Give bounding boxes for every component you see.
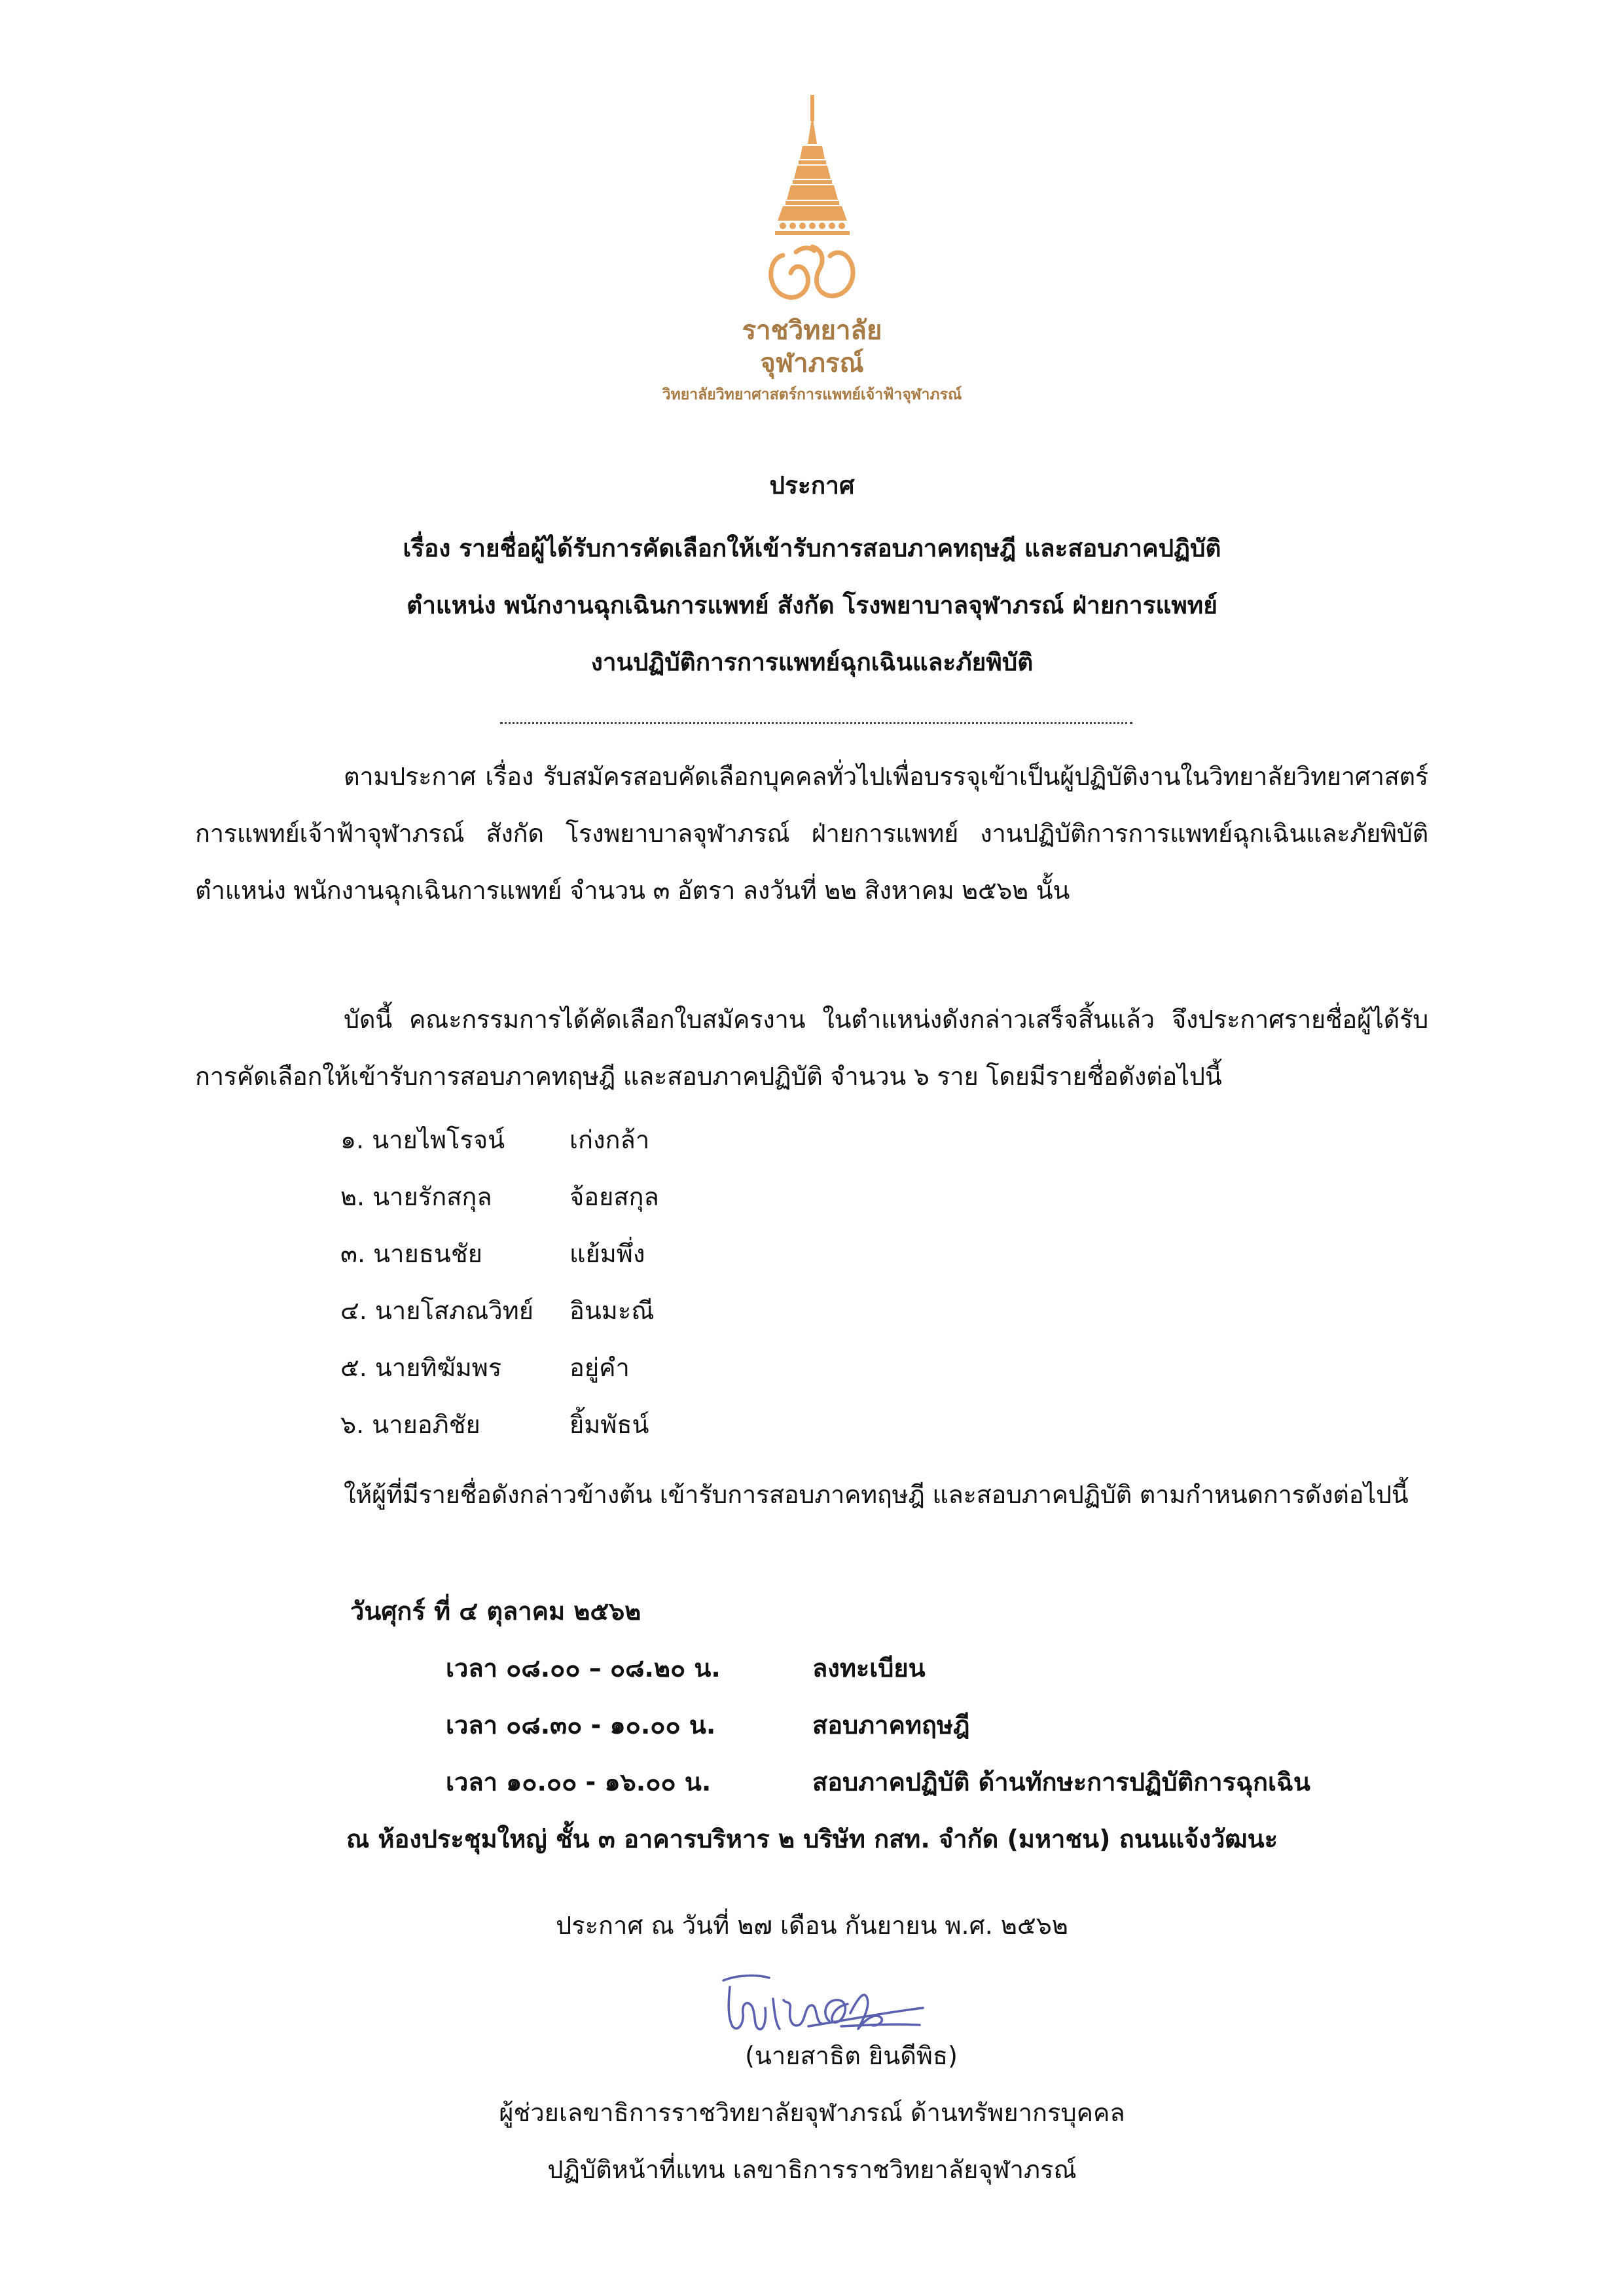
signer-position-line2: ปฏิบัติหน้าที่แทน เลขาธิการราชวิทยาลัยจุฬาภรณ์ [547,2155,1077,2184]
signer-position-line1: ผู้ช่วยเลขาธิการราชวิทยาลัยจุฬาภรณ์ ด้านทรัพยากรบุคคล [499,2098,1125,2127]
candidate-name: ๑. นายไพโรจน์ [340,1125,505,1154]
candidate-surname: ยิ้มพัธน์ [569,1410,649,1439]
schedule-row [446,1697,970,1754]
schedule-activity: สอบภาคปฏิบัติ ด้านทักษะการปฏิบัติการฉุกเฉิน [812,1768,1310,1796]
list-item [340,1226,659,1283]
candidate-name: ๕. นายทิฆัมพร [340,1353,502,1382]
list-item [340,1339,659,1396]
schedule-activity: สอบภาคทฤษฎี [812,1711,970,1740]
candidate-surname: อยู่คำ [569,1353,630,1382]
paragraph-2 [195,991,1428,1105]
candidate-name: ๓. นายธนชัย [340,1239,482,1268]
schedule-time: เวลา ๐๘.๓๐ - ๑๐.๐๐ น. [446,1711,716,1740]
signer-block [0,2028,1624,2198]
candidate-surname: อินมะณี [569,1296,655,1325]
list-item [340,1283,659,1339]
paragraph-3 [195,1467,1428,1523]
schedule-row [446,1640,926,1697]
announcement-date: ประกาศ ณ วันที่ ๒๗ เดือน กันยายน พ.ศ. ๒๕๖๒ [556,1911,1068,1940]
schedule-date: วันศุกร์ ที่ ๔ ตุลาคม ๒๕๖๒ [350,1597,641,1626]
paragraph-2-text: บัดนี้ คณะกรรมการได้คัดเลือกใบสมัครงาน ในตำแหน่งดังกล่าวเสร็จสิ้นแล้ว จึงประกาศรายชื่อผู้ได้รับการคัดเลือกให้เข้ารับการสอบภาคทฤษฎี และสอบภาคปฏิบัติ จำนวน ๖ ราย โดยมีรายชื่อดังต่อไปนี้ [195,1005,1428,1091]
crown-emblem-icon [757,95,868,314]
list-item [340,1169,659,1226]
candidate-list [340,1112,659,1453]
paragraph-1-text: ตามประกาศ เรื่อง รับสมัครสอบคัดเลือกบุคคลทั่วไปเพื่อบรรจุเข้าเป็นผู้ปฏิบัติงานในวิทยาลัยวิทยาศาสตร์การแพทย์เจ้าฟ้าจุฬาภรณ์ สังกัด โรงพยาบาลจุฬาภรณ์ ฝ่ายการแพทย์ งานปฏิบัติการการแพทย์ฉุกเฉินและภัยพิบัติ ตำแหน่ง พนักงานฉุกเฉินการแพทย์ จำนวน ๓ อัตรา ลงวันที่ ๒๒ สิงหาคม ๒๕๖๒ นั้น [195,762,1428,905]
candidate-name: ๔. นายโสภณวิทย์ [340,1296,534,1325]
logo-name-line1: ราชวิทยาลัย [742,316,882,346]
candidate-surname: เก่งกล้า [569,1125,650,1154]
schedule-activity: ลงทะเบียน [812,1654,926,1683]
list-item [340,1396,659,1453]
candidate-surname: จ้อยสกุล [569,1182,659,1211]
paragraph-3-text: ให้ผู้ที่มีรายชื่อดังกล่าวข้างต้น เข้ารับการสอบภาคทฤษฎี และสอบภาคปฏิบัติ ตามกำหนดการดังต่อไปนี้ [344,1480,1409,1509]
paragraph-1 [195,748,1428,919]
heading-subject-line2: ตำแหน่ง พนักงานฉุกเฉินการแพทย์ สังกัด โรงพยาบาลจุฬาภรณ์ ฝ่ายการแพทย์ [406,591,1218,619]
heading-subject-line1: เรื่อง รายชื่อผู้ได้รับการคัดเลือกให้เข้ารับการสอบภาคทฤษฎี และสอบภาคปฏิบัติ [403,534,1221,562]
candidate-surname: แย้มพึ่ง [569,1239,645,1268]
logo-block [0,95,1624,406]
schedule-time: เวลา ๐๘.๐๐ – ๐๘.๒๐ น. [446,1654,721,1683]
signer-name: (นายสาธิต ยินดีพิธ) [745,2041,958,2070]
logo-name-line2: จุฬาภรณ์ [760,348,864,378]
list-item [340,1112,659,1169]
announcement-heading [0,466,1624,691]
schedule-row [446,1754,1310,1811]
candidate-name: ๒. นายรักสกุล [340,1182,492,1211]
schedule-venue: ณ ห้องประชุมใหญ่ ชั้น ๓ อาคารบริหาร ๒ บริษัท กสท. จำกัด (มหาชน) ถนนแจ้งวัฒนะ [346,1825,1278,1853]
schedule-time: เวลา ๑๐.๐๐ - ๑๖.๐๐ น. [446,1768,712,1796]
heading-subject-line3: งานปฏิบัติการการแพทย์ฉุกเฉินและภัยพิบัติ [590,648,1034,676]
logo-subtitle: วิทยาลัยวิทยาศาสตร์การแพทย์เจ้าฟ้าจุฬาภรณ์ [662,386,962,403]
heading-title: ประกาศ [769,471,855,500]
candidate-name: ๖. นายอภิชัย [340,1410,480,1439]
dotted-divider [500,722,1132,724]
